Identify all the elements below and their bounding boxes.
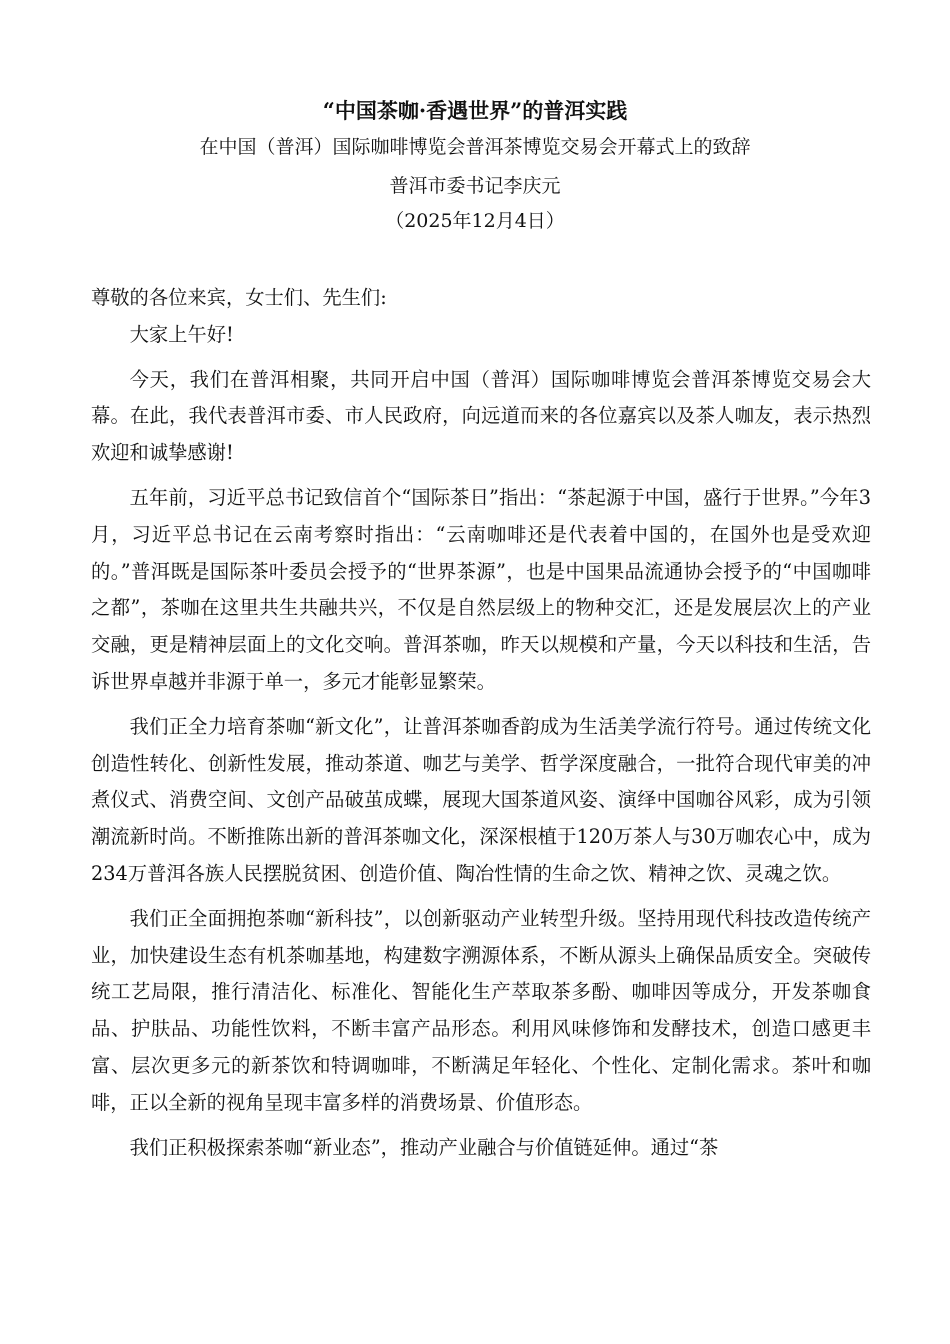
document-body [91,280,871,1166]
paragraph: 今天，我们在普洱相聚，共同开启中国（普洱）国际咖啡博览会普洱茶博览交易会大幕。在此，我代表普洱市委、市人民政府，向远道而来的各位嘉宾以及茶人咖友，表示热烈欢迎和诚挚感谢! [91,367,871,465]
salutation: 尊敬的各位来宾，女士们、先生们: [91,286,387,309]
document-date: （2025年12月4日） [385,210,565,232]
paragraph: 我们正积极探索茶咖“新业态”，推动产业融合与价值链延伸。通过“茶 [129,1135,719,1159]
paragraph: 我们正全面拥抱茶咖“新科技”，以创新驱动产业转型升级。坚持用现代科技改造传统产业，加快建设生态有机茶咖基地，构建数字溯源体系，不断从源头上确保品质安全。突破传统工艺局限，推行清洁化、标准化、智能化生产萃取茶多酚、咖啡因等成分，开发茶咖食品、护肤品、功能性饮料，不断丰富产品形态。利用风味修饰和发酵技术，创造口感更丰富、层次更多元的新茶饮和特调咖啡，不断满足年轻化、个性化、定制化需求。茶叶和咖啡，正以全新的视角呈现丰富多样的消费场景、价值形态。 [91,906,871,1114]
document-subtitle: 在中国（普洱）国际咖啡博览会普洱茶博览交易会开幕式上的致辞 [199,136,751,158]
paragraph: 我们正全力培育茶咖“新文化”，让普洱茶咖香韵成为生活美学流行符号。通过传统文化创造性转化、创新性发展，推动茶道、咖艺与美学、哲学深度融合，一批符合现代审美的冲煮仪式、消费空间、文创产品破茧成蝶，展现大国茶道风姿、演绎中国咖谷风彩，成为引领潮流新时尚。不断推陈出新的普洱茶咖文化，深深根植于120万茶人与30万咖农心中，成为234万普洱各族人民摆脱贫困、创造价值、陶冶性情的生命之饮、精神之饮、灵魂之饮。 [91,714,871,885]
paragraph: 五年前，习近平总书记致信首个“国际茶日”指出：“茶起源于中国，盛行于世界。”今年3月，习近平总书记在云南考察时指出：“云南咖啡还是代表着中国的，在国外也是受欢迎的。”普洱既是国际茶叶委员会授予的“世界茶源”，也是中国果品流通协会授予的“中国咖啡之都”，茶咖在这里共生共融共兴，不仅是自然层级上的物种交汇，还是发展层次上的产业交融，更是精神层面上的文化交响。普洱茶咖，昨天以规模和产量，今天以科技和生活，告诉世界卓越并非源于单一，多元才能彰显繁荣。 [91,485,871,693]
document-title: “中国茶咖·香遇世界”的普洱实践 [322,98,628,123]
document-author: 普洱市委书记李庆元 [389,175,561,197]
paragraph-greeting: 大家上午好! [129,322,234,346]
